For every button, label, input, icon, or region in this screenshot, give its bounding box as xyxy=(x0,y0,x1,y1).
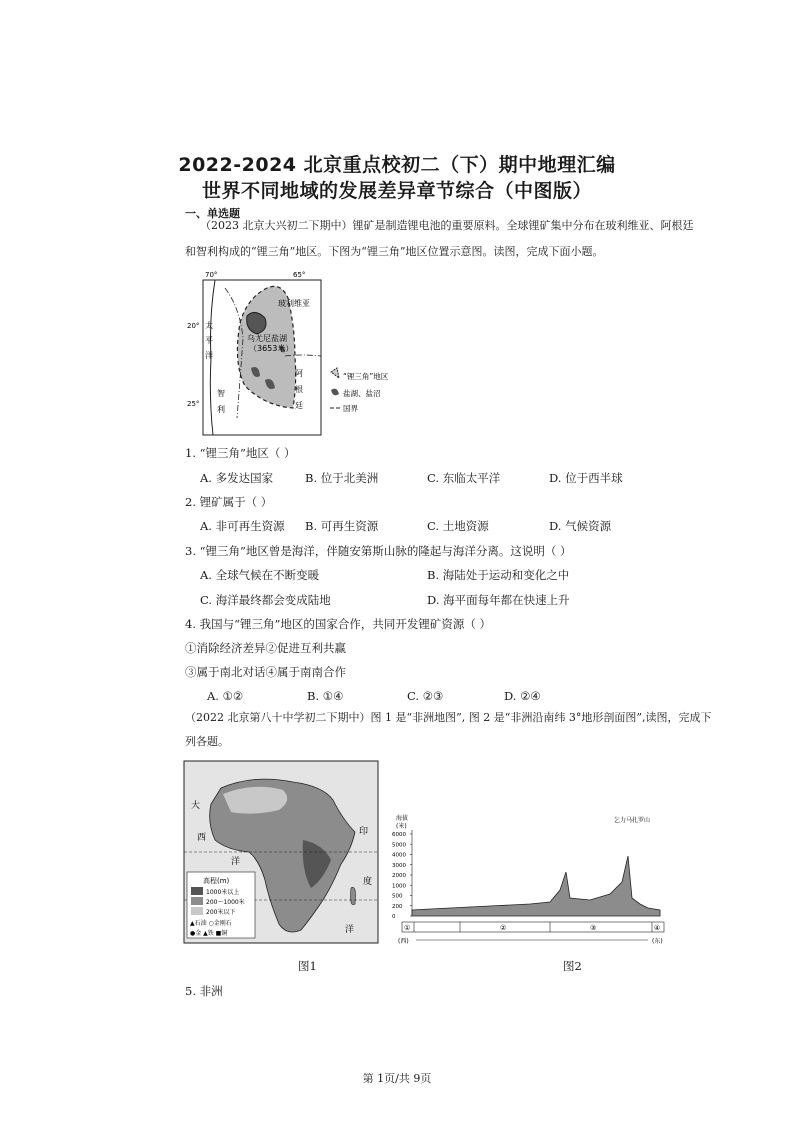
segment-4: ④ xyxy=(654,924,661,932)
q2-option-b[interactable]: B. 可再生资源 xyxy=(305,519,379,533)
label-east: (东) xyxy=(652,938,663,945)
intro1-line2: 和智利构成的“锂三角”地区。下图为“锂三角”地区位置示意图。读图，完成下面小题。 xyxy=(185,245,604,258)
label-yang: 洋 xyxy=(231,857,241,867)
fig1-caption: 图1 xyxy=(298,959,317,973)
label-da: 大 xyxy=(191,801,201,811)
q2-option-c[interactable]: C. 土地资源 xyxy=(427,519,489,533)
ytick-label: 1000 xyxy=(392,883,406,890)
chile-char-2: 利 xyxy=(217,405,225,414)
segment-2: ② xyxy=(500,924,507,932)
q4-option-c[interactable]: C. ②③ xyxy=(407,689,444,703)
q4-option-a[interactable]: A. ①② xyxy=(207,689,244,703)
bolivia-label: 玻利维亚 xyxy=(278,299,310,308)
africa-map xyxy=(183,760,379,944)
q3-option-d[interactable]: D. 海平面每年都在快速上升 xyxy=(427,593,570,607)
q4-option-d[interactable]: D. ②④ xyxy=(504,689,541,703)
lat25-label: 25° xyxy=(187,400,200,408)
ytick-label: 3000 xyxy=(392,862,406,869)
ytick-label: 0 xyxy=(392,914,396,920)
uyuni-alt-label: （3653米） xyxy=(249,344,294,353)
q1-option-b[interactable]: B. 位于北美洲 xyxy=(305,471,379,485)
peak-label: 乞力马扎罗山 xyxy=(614,817,651,824)
q3-option-c[interactable]: C. 海洋最终都会变成陆地 xyxy=(200,593,331,607)
doc-title-line2: 世界不同地域的发展差异章节综合（中图版） xyxy=(201,180,592,202)
ocean-char-2: 平 xyxy=(205,336,213,345)
label-yang2: 洋 xyxy=(345,925,355,935)
q4-statements-1: ①消除经济差异②促进互利共赢 xyxy=(185,641,346,655)
argentina-char-1: 阿 xyxy=(295,369,303,378)
fig2-caption: 图2 xyxy=(563,959,582,973)
ocean-char-1: 太 xyxy=(205,321,213,330)
fig1-legend-res2: ●金 ▲铁 ■铜 xyxy=(190,930,228,937)
label-west: (西) xyxy=(398,938,409,945)
question-1: 1. “锂三角”地区（ ） xyxy=(185,446,296,460)
question-2: 2. 锂矿属于（ ） xyxy=(185,495,273,509)
q1-option-d[interactable]: D. 位于西半球 xyxy=(549,471,623,485)
intro2-line2: 列各题。 xyxy=(185,735,229,748)
fig1-legend-item-1: 1000米以上 xyxy=(206,889,240,896)
q3-option-b[interactable]: B. 海陆处于运动和变化之中 xyxy=(427,568,570,582)
ytick-label: 500 xyxy=(392,893,403,900)
section-heading: 一、单选题 xyxy=(185,207,240,220)
q1-option-c[interactable]: C. 东临太平洋 xyxy=(427,471,501,485)
yaxis-unit: (米) xyxy=(396,823,407,830)
lithium-triangle-map xyxy=(185,268,425,438)
ytick-label: 200 xyxy=(392,903,403,910)
q4-statements-2: ③属于南北对话④属于南南合作 xyxy=(185,665,346,679)
uyuni-label: 乌尤尼盐湖 xyxy=(247,334,287,343)
intro2-line1: （2022 北京第八十中学初二下期中）图 1 是“非洲地图”, 图 2 是“非洲沿南纬 3°地形剖面图”,读图，完成下 xyxy=(185,711,712,724)
fig1-legend-item-2: 200～1000米 xyxy=(206,899,245,906)
q1-option-a[interactable]: A. 多发达国家 xyxy=(200,471,274,485)
question-5: 5. 非洲 xyxy=(185,984,223,998)
lat20-label: 20° xyxy=(187,322,200,330)
q2-option-d[interactable]: D. 气候资源 xyxy=(549,519,612,533)
ytick-label: 5000 xyxy=(392,842,406,849)
ocean-char-3: 洋 xyxy=(205,351,213,360)
fig1-legend-title: 高程(m) xyxy=(203,877,230,885)
doc-title-line1: 2022-2024 北京重点校初二（下）期中地理汇编 xyxy=(178,154,616,176)
legend-border: 国界 xyxy=(343,404,358,413)
yaxis-title: 海拔 xyxy=(396,815,409,822)
lon70-label: 70° xyxy=(205,271,218,279)
q4-option-b[interactable]: B. ①④ xyxy=(307,689,344,703)
ytick-label: 6000 xyxy=(392,832,406,838)
chile-char-1: 智 xyxy=(217,389,225,398)
q3-option-a[interactable]: A. 全球气候在不断变暖 xyxy=(200,568,320,582)
ytick-label: 4000 xyxy=(392,852,406,859)
fig1-legend-item-3: 200米以下 xyxy=(206,909,236,916)
label-xi: 西 xyxy=(197,833,207,843)
question-4: 4. 我国与“锂三角”地区的国家合作，共同开发锂矿资源（ ） xyxy=(185,617,492,631)
intro1-line1: （2023 北京大兴初二下期中）锂矿是制造锂电池的重要原料。全球锂矿集中分布在玻利维亚、阿根廷 xyxy=(200,219,694,232)
lon65-label: 65° xyxy=(293,271,306,279)
argentina-char-2: 根 xyxy=(295,385,303,394)
page-footer: 第 1页/共 9页 xyxy=(362,1072,432,1085)
q2-option-a[interactable]: A. 非可再生资源 xyxy=(200,519,285,533)
label-du: 度 xyxy=(363,877,373,887)
segment-3: ③ xyxy=(590,924,597,932)
fig1-legend-res1: ▲石油 ○金刚石 xyxy=(190,920,232,927)
segment-1: ① xyxy=(404,924,411,932)
profile-chart xyxy=(390,812,670,952)
legend-salt: 盐湖、盐沼 xyxy=(343,389,381,398)
label-yin: 印 xyxy=(359,827,369,837)
question-3: 3. “锂三角”地区曾是海洋，伴随安第斯山脉的隆起与海洋分离。这说明（ ） xyxy=(185,544,572,558)
argentina-char-3: 廷 xyxy=(295,401,303,410)
legend-triangle: “锂三角”地区 xyxy=(343,372,389,381)
ytick-label: 2000 xyxy=(392,873,406,879)
